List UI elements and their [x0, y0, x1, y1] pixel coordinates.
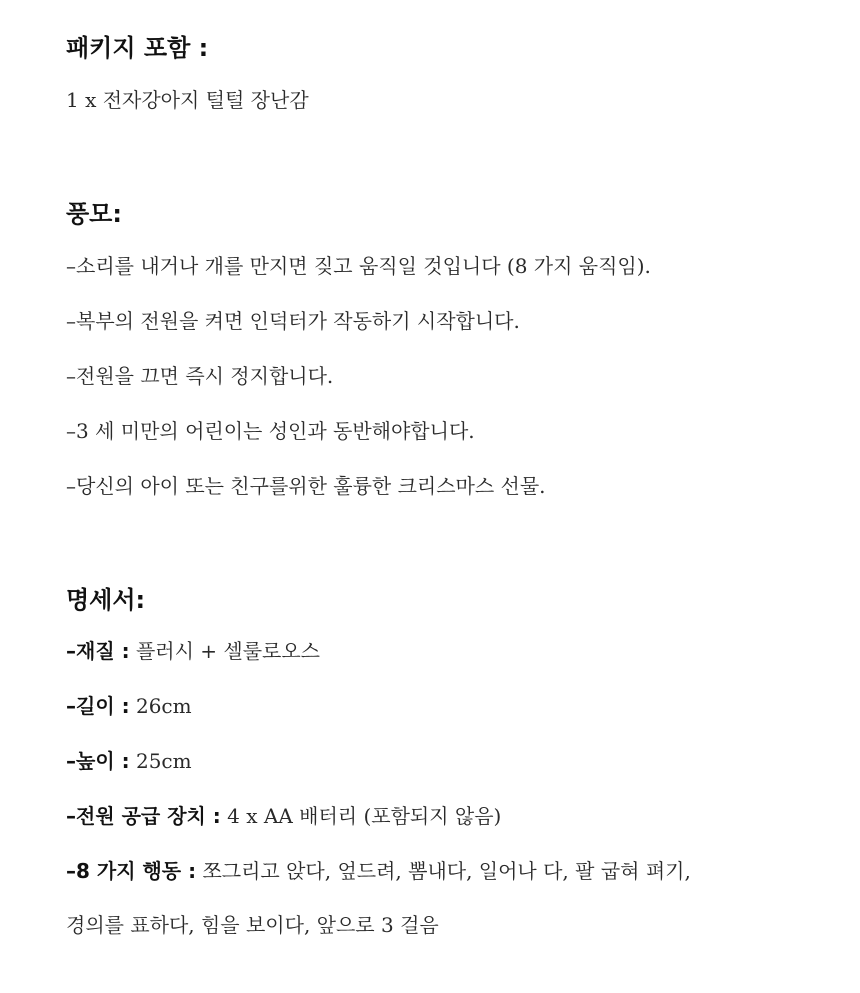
spec-value: 플러시 + 셀룰로오스 — [129, 639, 320, 663]
package-heading: 패키지 포함 : — [66, 34, 209, 62]
spec-value: 26cm — [129, 694, 192, 718]
spec-key: –8 가지 행동 : — [66, 859, 197, 883]
feature-item: –당신의 아이 또는 친구를위한 훌륭한 크리스마스 선물. — [66, 474, 546, 498]
spec-row-power — [66, 806, 501, 826]
spec-row-actions — [66, 861, 691, 881]
feature-item: –복부의 전원을 켜면 인덕터가 작동하기 시작합니다. — [66, 309, 520, 333]
spec-actions-continuation: 경의를 표하다, 힘을 보이다, 앞으로 3 걸음 — [66, 913, 439, 937]
spec-key: –높이 : — [66, 749, 130, 773]
feature-item: –3 세 미만의 어린이는 성인과 동반해야합니다. — [66, 419, 475, 443]
spec-row-length — [66, 696, 192, 716]
feature-item: –전원을 끄면 즉시 정지합니다. — [66, 364, 334, 388]
spec-key: –길이 : — [66, 694, 130, 718]
spec-row-height — [66, 751, 192, 771]
features-heading: 풍모: — [66, 200, 122, 228]
spec-value: 쪼그리고 앉다, 엎드려, 뽐내다, 일어나 다, 팔 굽혀 펴기, — [196, 859, 691, 883]
spec-key: –재질 : — [66, 639, 130, 663]
package-item: 1 x 전자강아지 털털 장난감 — [66, 88, 309, 112]
spec-row-material — [66, 641, 320, 661]
specs-heading: 명세서: — [66, 586, 146, 614]
spec-key: –전원 공급 장치 : — [66, 804, 221, 828]
spec-value: 25cm — [129, 749, 192, 773]
spec-value: 4 x AA 배터리 (포함되지 않음) — [220, 804, 502, 828]
feature-item: –소리를 내거나 개를 만지면 짖고 움직일 것입니다 (8 가지 움직임). — [66, 254, 651, 278]
